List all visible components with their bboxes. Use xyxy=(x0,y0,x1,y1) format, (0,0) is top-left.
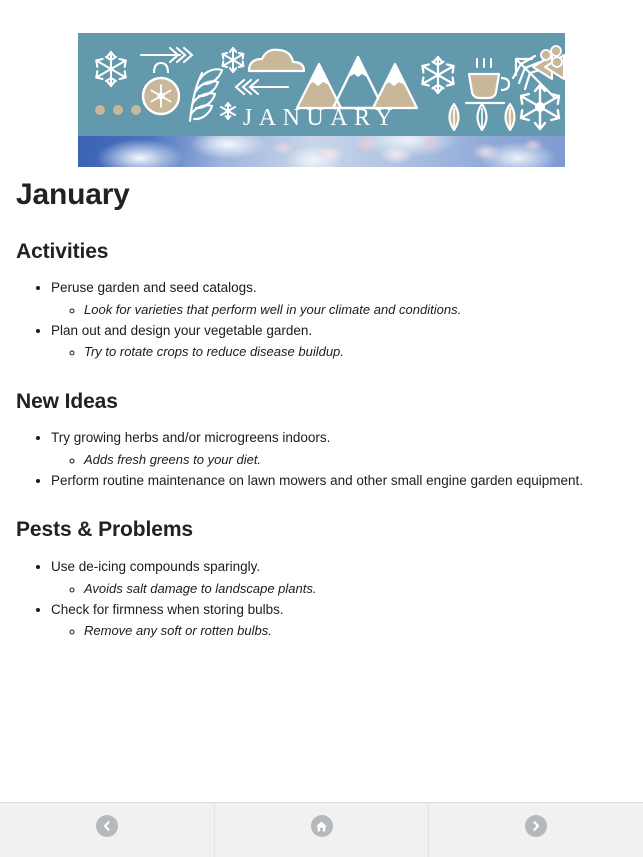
section-title-pests-problems: Pests & Problems xyxy=(16,518,193,542)
section-title-activities: Activities xyxy=(16,239,109,263)
bottom-navigation-bar xyxy=(0,802,643,857)
header-media xyxy=(78,33,565,167)
sub-list xyxy=(51,341,627,362)
sub-list xyxy=(51,449,627,470)
sub-list xyxy=(51,578,627,599)
list-item xyxy=(51,470,627,492)
list-item xyxy=(51,320,627,363)
photo-blossoms xyxy=(78,136,565,167)
list-item xyxy=(51,556,627,599)
list-item-text: Perform routine maintenance on lawn mowers and other small engine garden equipment. xyxy=(51,472,584,488)
sub-list-item: ◦ Remove any soft or rotten bulbs. xyxy=(84,620,627,641)
sub-list-item: ◦ Avoids salt damage to landscape plants. xyxy=(84,578,627,599)
article-content xyxy=(16,178,627,641)
home-button[interactable] xyxy=(215,803,430,857)
list-item xyxy=(51,277,627,320)
list-item-text: Try growing herbs and/or microgreens indoors. xyxy=(51,429,331,445)
banner-illustration xyxy=(78,33,565,136)
january-banner xyxy=(78,33,565,136)
previous-button[interactable] xyxy=(0,803,215,857)
sub-list-item: ◦ Try to rotate crops to reduce disease buildup. xyxy=(84,341,627,362)
list-item xyxy=(51,427,627,470)
home-icon[interactable] xyxy=(311,815,333,837)
section-list-activities xyxy=(16,277,627,363)
section-title-new-ideas: New Ideas xyxy=(16,389,118,413)
list-item-text: Peruse garden and seed catalogs. xyxy=(51,279,257,295)
sub-list-item: ◦ Look for varieties that perform well in your climate and conditions. xyxy=(84,299,627,320)
header-photo-strip xyxy=(78,136,565,167)
section-list-new-ideas xyxy=(16,427,627,492)
sub-list xyxy=(51,620,627,641)
next-button[interactable] xyxy=(429,803,643,857)
dots-icon xyxy=(95,105,141,115)
list-item-text: Use de-icing compounds sparingly. xyxy=(51,558,261,574)
sub-list-item: ◦ Adds fresh greens to your diet. xyxy=(84,449,627,470)
banner-month-text: JANUARY xyxy=(242,105,400,131)
sub-list xyxy=(51,299,627,320)
chevron-left-icon[interactable] xyxy=(96,815,118,837)
list-item xyxy=(51,599,627,642)
list-item-text: Check for firmness when storing bulbs. xyxy=(51,601,284,617)
section-list-pests-problems xyxy=(16,556,627,642)
page-title: January xyxy=(16,178,130,211)
list-item-text: Plan out and design your vegetable garden. xyxy=(51,322,313,338)
chevron-right-icon[interactable] xyxy=(525,815,547,837)
